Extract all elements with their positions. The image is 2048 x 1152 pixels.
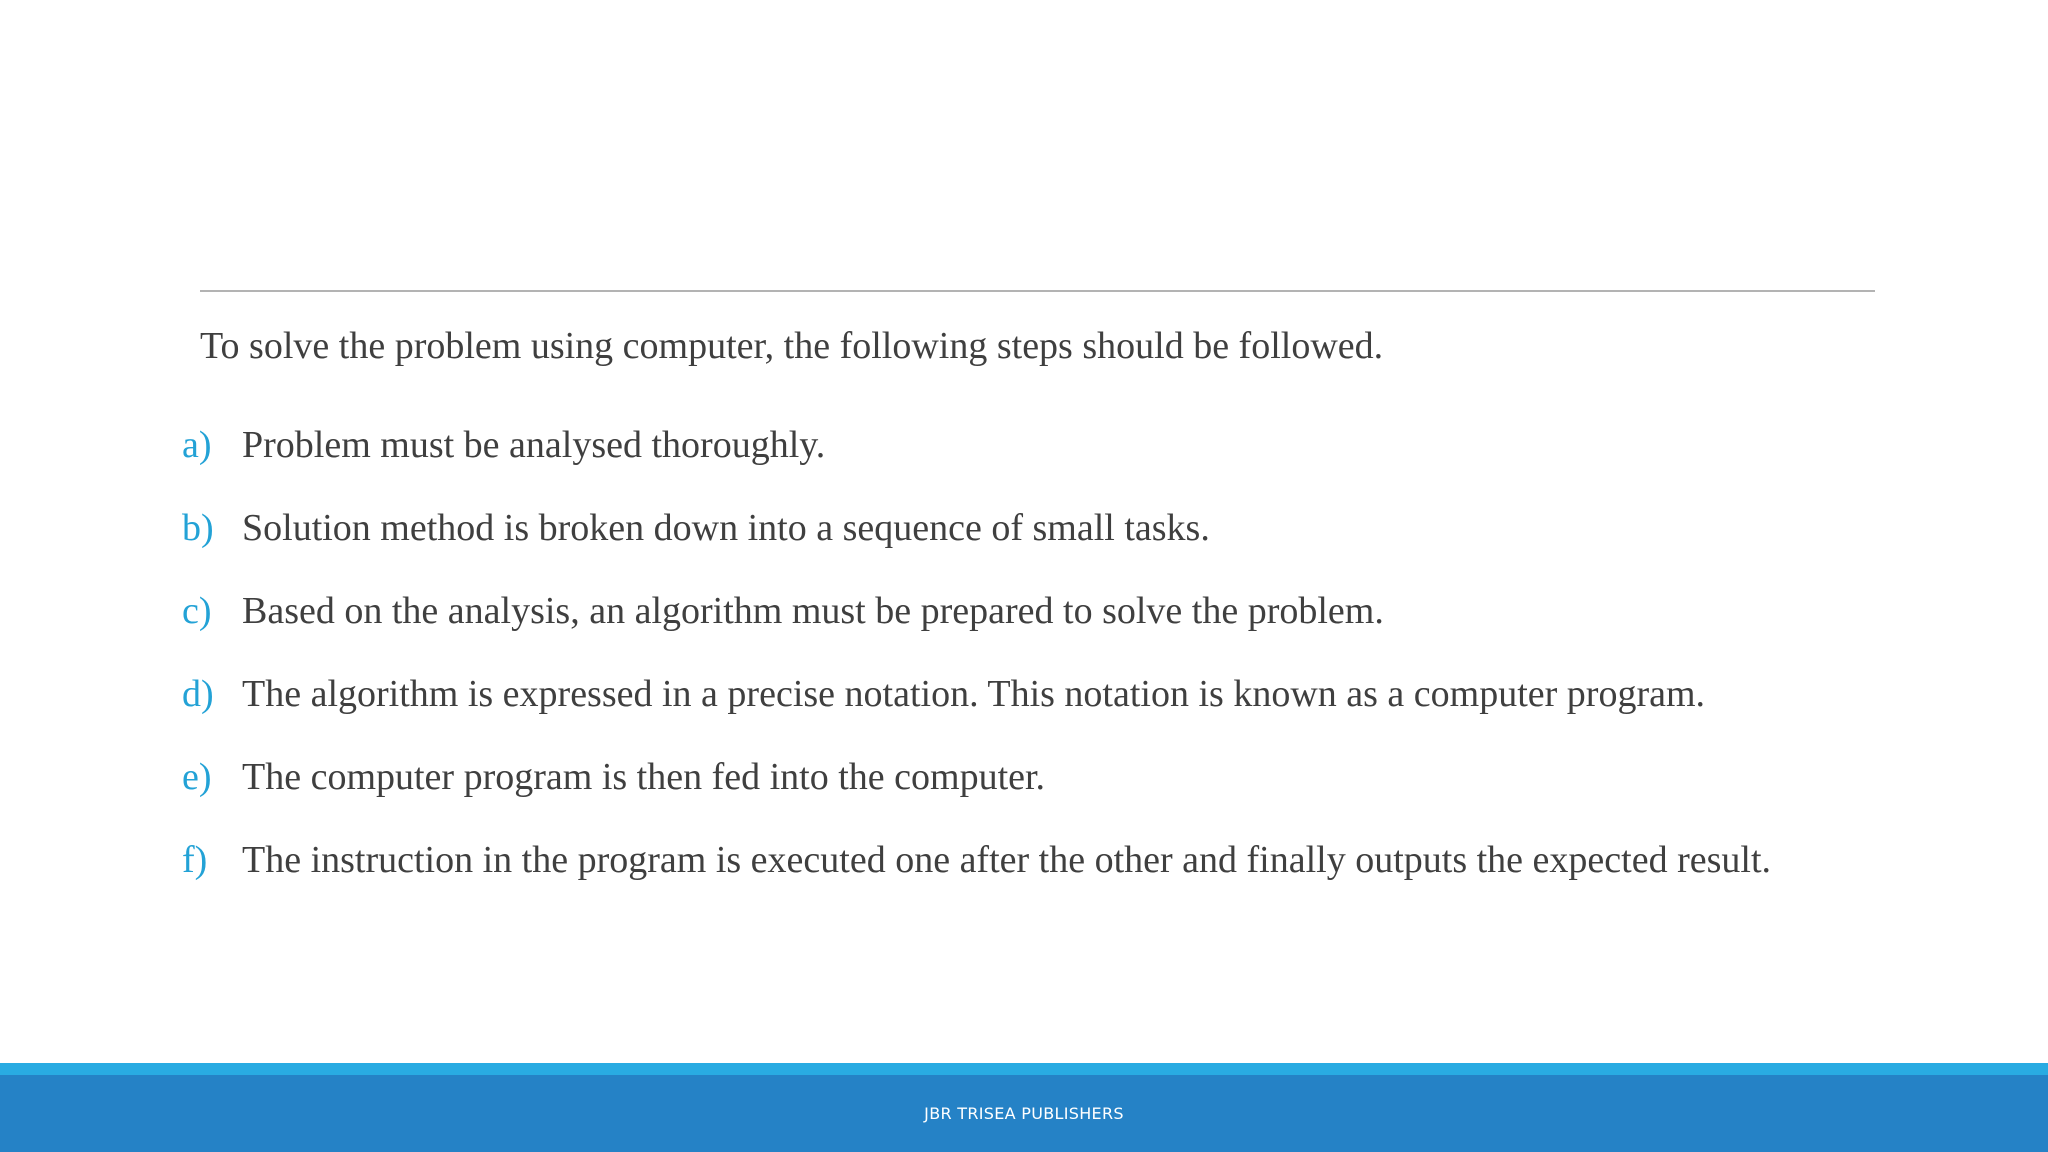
list-item [182, 746, 1771, 829]
step-text: Solution method is broken down into a sequence of small tasks. [242, 507, 1210, 549]
step-text: Problem must be analysed thoroughly. [242, 424, 826, 466]
list-item [182, 829, 1771, 912]
footer-bar [0, 1075, 2048, 1152]
footer-accent-strip [0, 1063, 2048, 1075]
list-item [182, 497, 1771, 580]
title-divider [200, 290, 1875, 292]
footer-publisher-text: JBR TRISEA PUBLISHERS [924, 1104, 1124, 1123]
intro-text: To solve the problem using computer, the following steps should be followed. [200, 325, 1384, 367]
step-text: The instruction in the program is executed one after the other and finally outputs the expected result. [242, 839, 1771, 881]
steps-list [182, 414, 1771, 912]
list-item [182, 580, 1771, 663]
step-marker: b) [182, 507, 214, 549]
step-text: The algorithm is expressed in a precise notation. This notation is known as a computer program. [242, 673, 1706, 715]
step-text: Based on the analysis, an algorithm must be prepared to solve the problem. [242, 590, 1384, 632]
step-marker: c) [182, 590, 212, 632]
list-item [182, 414, 1771, 497]
step-marker: d) [182, 673, 214, 715]
list-item [182, 663, 1771, 746]
step-marker: f) [182, 839, 208, 881]
step-marker: a) [182, 424, 212, 466]
step-marker: e) [182, 756, 212, 798]
step-text: The computer program is then fed into the computer. [242, 756, 1046, 798]
